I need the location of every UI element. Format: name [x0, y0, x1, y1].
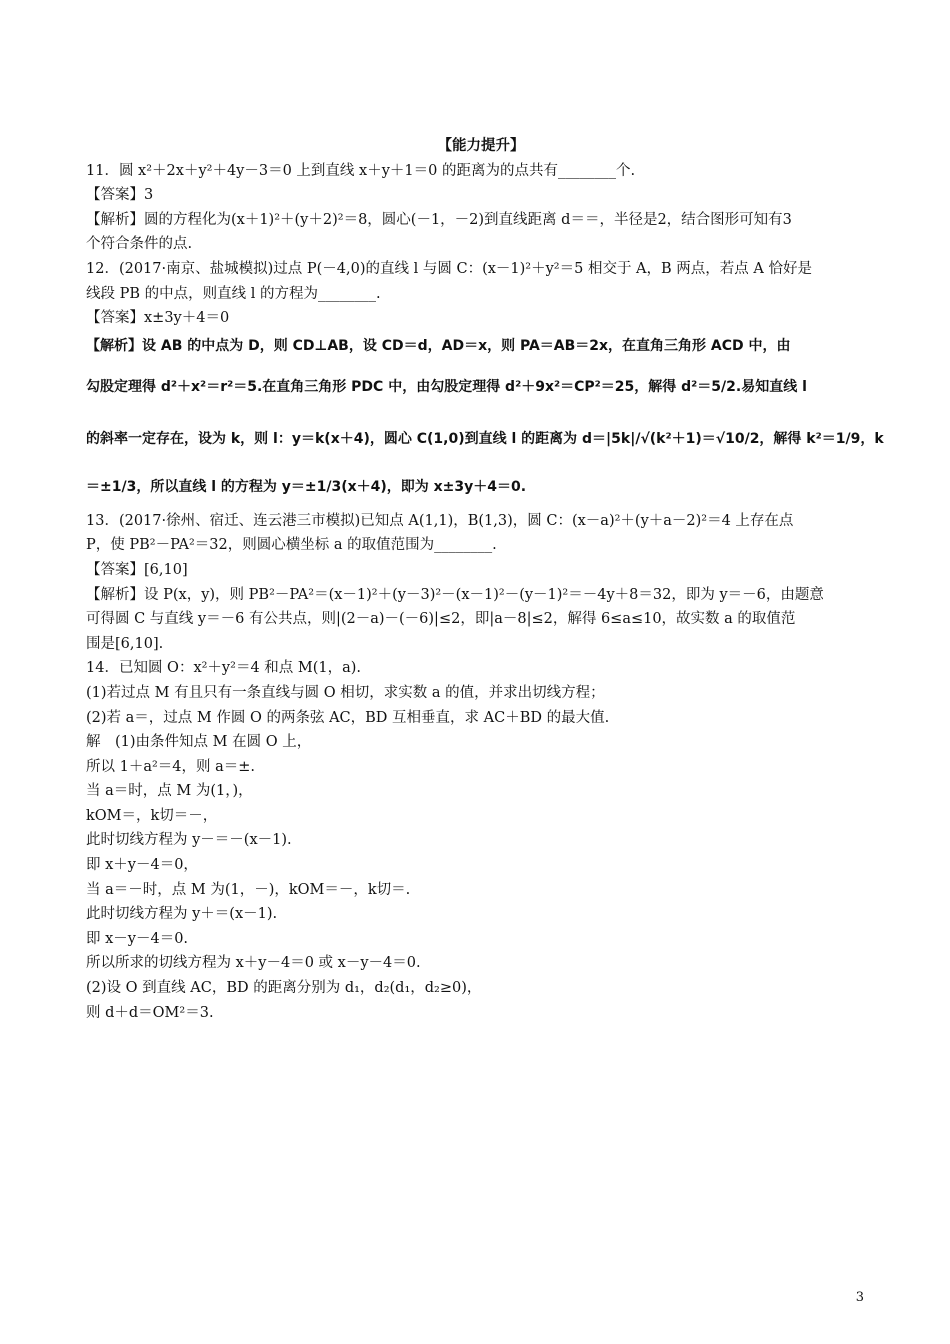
text-line: 此时切线方程为 y－＝－(x－1).: [86, 832, 292, 849]
solution-image-line: 的斜率一定存在，设为 k，则 l：y＝k(x＋4)，圆心 C(1,0)到直线 l 的距离为 d＝|5k|/√(k²＋1)＝√10/2，解得 k²＝1/9，k: [86, 430, 884, 447]
text-line: 此时切线方程为 y＋＝(x－1).: [86, 906, 278, 923]
text-line: kOM＝，k切＝－，: [86, 807, 218, 824]
text-line: 围是[6,10].: [86, 635, 164, 652]
text-line: 【解析】设 P(x，y)，则 PB²－PA²＝(x－1)²＋(y－3)²－(x－1)²－(y－1)²＝－4y＋8＝32，即为 y＝－6，由题意: [86, 586, 824, 603]
text-line: 解 (1)由条件知点 M 在圆 O 上，: [86, 734, 312, 751]
text-line: 11．圆 x²＋2x＋y²＋4y－3＝0 上到直线 x＋y＋1＝0 的距离为的点共有________个.: [86, 162, 636, 179]
text-line: 即 x－y－4＝0.: [86, 930, 189, 947]
text-line: 即 x＋y－4＝0，: [86, 857, 198, 874]
text-line: 【解析】圆的方程化为(x＋1)²＋(y＋2)²＝8，圆心(－1，－2)到直线距离 d＝＝，半径是2，结合图形可知有3: [86, 211, 792, 228]
page-number: 3: [855, 1290, 864, 1305]
text-line: 12．(2017·南京、盐城模拟)过点 P(－4,0)的直线 l 与圆 C：(x－1)²＋y²＝5 相交于 A，B 两点，若点 A 恰好是: [86, 260, 812, 277]
text-line: 个符合条件的点.: [86, 236, 193, 253]
text-line: (2)若 a＝，过点 M 作圆 O 的两条弦 AC，BD 互相垂直，求 AC＋BD 的最大值.: [86, 709, 610, 726]
text-line: 【答案】x±3y＋4＝0: [86, 310, 230, 327]
text-line: (1)若过点 M 有且只有一条直线与圆 O 相切，求实数 a 的值，并求出切线方程；: [86, 684, 605, 701]
text-line: 当 a＝时，点 M 为(1，)，: [86, 783, 253, 800]
section-heading: 【能力提升】: [437, 138, 525, 154]
page-content: [86, 134, 884, 1025]
solution-image-line: ＝±1/3，所以直线 l 的方程为 y＝±1/3(x＋4)，即为 x±3y＋4＝0.: [86, 478, 527, 495]
text-line: 当 a＝－时，点 M 为(1，－)，kOM＝－，k切＝.: [86, 881, 411, 898]
solution-image-line: 勾股定理得 d²＋x²＝r²＝5.在直角三角形 PDC 中，由勾股定理得 d²＋9x²＝CP²＝25，解得 d²＝5/2.易知直线 l: [86, 378, 807, 395]
text-line: 【答案】[6,10]: [86, 561, 188, 578]
text-line: 则 d＋d＝OM²＝3.: [86, 1004, 214, 1021]
text-line: 13．(2017·徐州、宿迁、连云港三市模拟)已知点 A(1,1)，B(1,3)，圆 C：(x－a)²＋(y＋a－2)²＝4 上存在点: [86, 512, 794, 529]
text-line: (2)设 O 到直线 AC，BD 的距离分别为 d₁，d₂(d₁，d₂≥0)，: [86, 980, 482, 997]
text-line: 【答案】3: [86, 187, 154, 204]
text-line: P，使 PB²－PA²＝32，则圆心横坐标 a 的取值范围为________.: [86, 537, 497, 554]
text-line: 可得圆 C 与直线 y＝－6 有公共点，则|(2－a)－(－6)|≤2，即|a－8|≤2，解得 6≤a≤10，故实数 a 的取值范: [86, 611, 796, 628]
solution-image-line: 【解析】设 AB 的中点为 D，则 CD⊥AB，设 CD＝d，AD＝x，则 PA＝AB＝2x，在直角三角形 ACD 中，由: [86, 337, 791, 354]
text-line: 所以 1＋a²＝4，则 a＝±.: [86, 758, 256, 775]
text-line: 线段 PB 的中点，则直线 l 的方程为________.: [86, 285, 381, 302]
text-line: 14．已知圆 O：x²＋y²＝4 和点 M(1，a).: [86, 660, 362, 677]
text-line: 所以所求的切线方程为 x＋y－4＝0 或 x－y－4＝0.: [86, 955, 421, 972]
